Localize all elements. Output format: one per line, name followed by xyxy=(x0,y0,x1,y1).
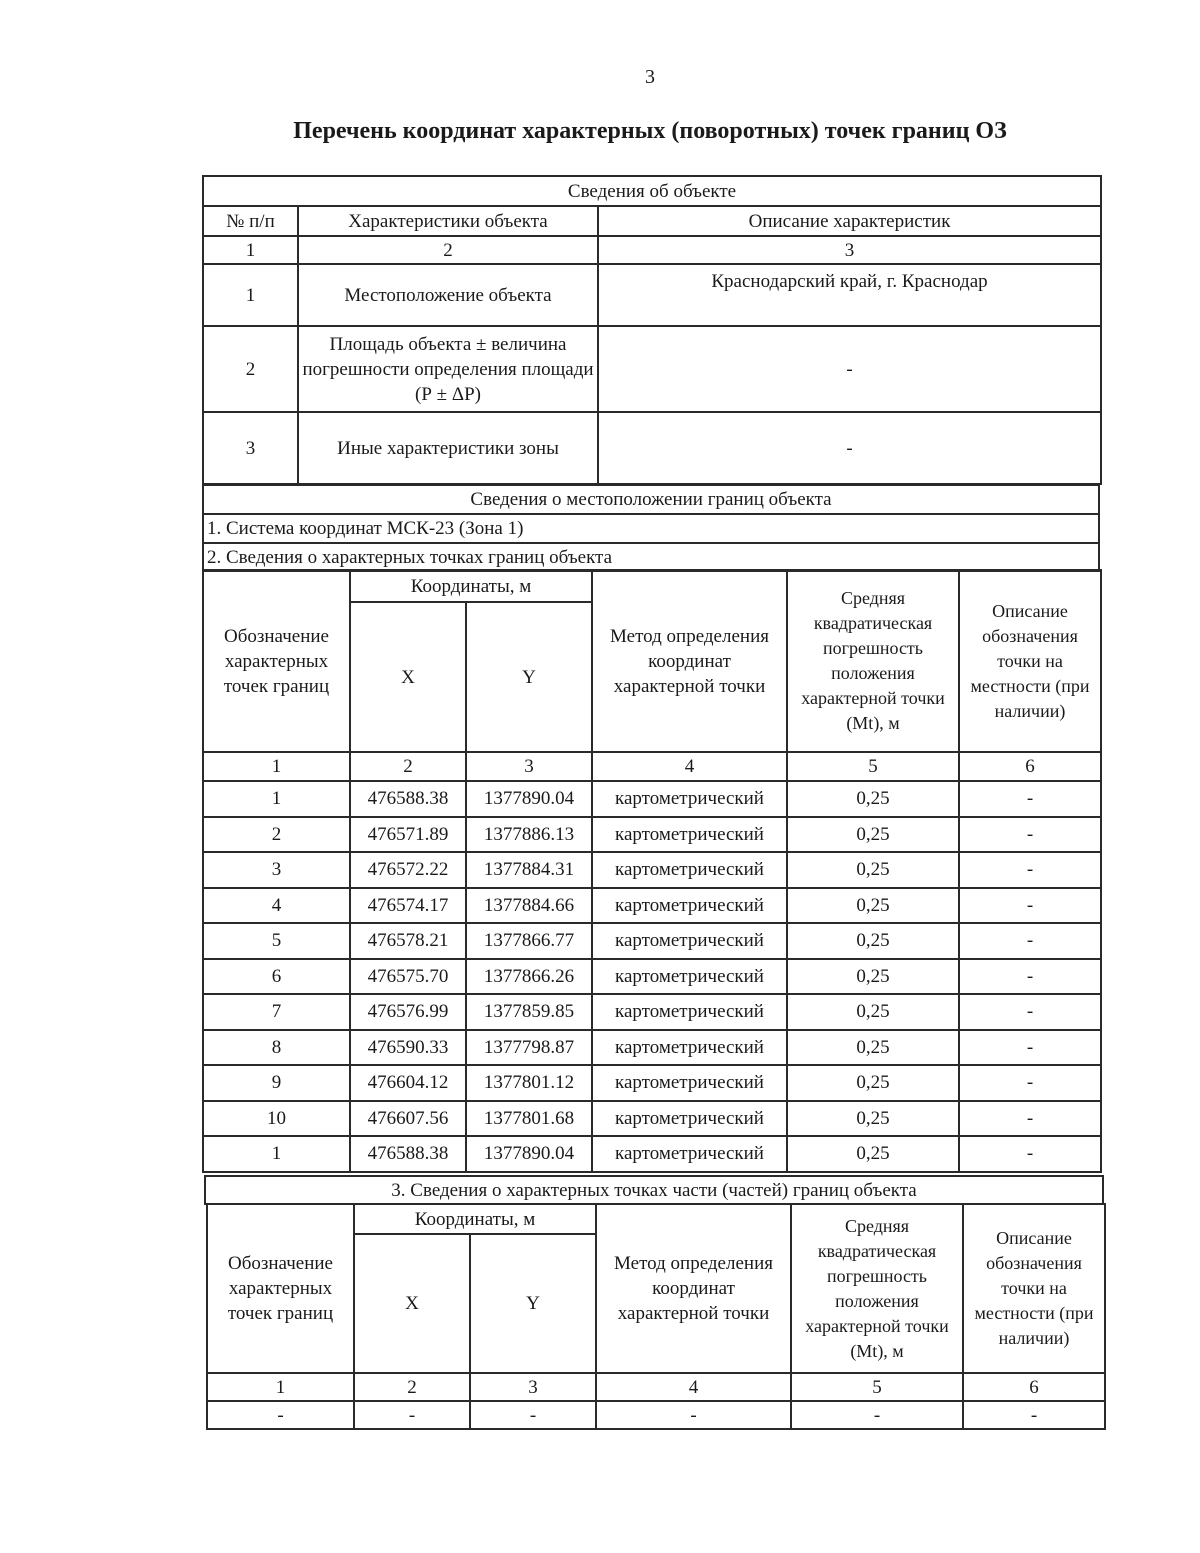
col-coords: Координаты, м xyxy=(354,1204,596,1234)
col-error: Средняя квадратическая погрешность положения характерной точки (Mt), м xyxy=(791,1204,963,1373)
row-name: Площадь объекта ± величина погрешности определения площади (Р ± ΔР) xyxy=(298,326,598,412)
col-method: Метод определения координат характерной точки xyxy=(592,570,787,752)
table-row xyxy=(203,412,1101,484)
coord-y: - xyxy=(470,1401,596,1429)
col-designation: Обозначение характерных точек границ xyxy=(203,570,350,752)
row-name: Местоположение объекта xyxy=(298,264,598,326)
col-number: 4 xyxy=(596,1373,791,1401)
table-row xyxy=(207,1401,1105,1429)
col-y: Y xyxy=(466,602,592,752)
method: картометрический xyxy=(592,1065,787,1101)
description: - xyxy=(959,852,1101,888)
error: 0,25 xyxy=(787,923,959,959)
location-header: Сведения о местоположении границ объекта xyxy=(203,485,1099,514)
error: 0,25 xyxy=(787,994,959,1030)
col-number: 3 xyxy=(470,1373,596,1401)
col-number: 2 xyxy=(350,752,466,781)
error: 0,25 xyxy=(787,852,959,888)
col-number: 5 xyxy=(787,752,959,781)
coord-x: 476578.21 xyxy=(350,923,466,959)
description: - xyxy=(959,1101,1101,1137)
description: - xyxy=(959,923,1101,959)
parts-header: 3. Сведения о характерных точках части (частей) границ объекта xyxy=(205,1176,1103,1204)
method: картометрический xyxy=(592,852,787,888)
table-row xyxy=(203,959,1101,995)
coord-x: 476588.38 xyxy=(350,781,466,817)
description: - xyxy=(959,781,1101,817)
method: картометрический xyxy=(592,888,787,924)
error: 0,25 xyxy=(787,1101,959,1137)
point-id: 9 xyxy=(203,1065,350,1101)
table-row xyxy=(203,1030,1101,1066)
table-row xyxy=(203,923,1101,959)
point-id: 1 xyxy=(203,781,350,817)
col-error: Средняя квадратическая погрешность положения характерной точки (Mt), м xyxy=(787,570,959,752)
row-value: - xyxy=(598,412,1101,484)
description: - xyxy=(959,817,1101,853)
object-info-header: Сведения об объекте xyxy=(203,176,1101,206)
table-row xyxy=(203,264,1101,326)
method: картометрический xyxy=(592,923,787,959)
row-number: 2 xyxy=(203,326,298,412)
row-value: - xyxy=(598,326,1101,412)
col-number: 1 xyxy=(203,752,350,781)
col-number: 1 xyxy=(203,236,298,264)
parts-header-table xyxy=(204,1175,1104,1205)
method: картометрический xyxy=(592,1030,787,1066)
point-id: 5 xyxy=(203,923,350,959)
error: - xyxy=(791,1401,963,1429)
table-row xyxy=(203,1136,1101,1172)
object-info-table xyxy=(202,175,1102,485)
points-header: 2. Сведения о характерных точках границ объекта xyxy=(203,543,1099,571)
coord-y: 1377886.13 xyxy=(466,817,592,853)
row-value: Краснодарский край, г. Краснодар xyxy=(598,264,1101,326)
col-number: 3 xyxy=(598,236,1101,264)
col-header-characteristics: Характеристики объекта xyxy=(298,206,598,236)
coord-y: 1377866.77 xyxy=(466,923,592,959)
error: 0,25 xyxy=(787,959,959,995)
page-number: 3 xyxy=(645,66,655,88)
coord-x: 476590.33 xyxy=(350,1030,466,1066)
method: картометрический xyxy=(592,817,787,853)
point-id: 8 xyxy=(203,1030,350,1066)
col-coords: Координаты, м xyxy=(350,570,592,602)
coord-y: 1377890.04 xyxy=(466,781,592,817)
col-method: Метод определения координат характерной точки xyxy=(596,1204,791,1373)
col-designation: Обозначение характерных точек границ xyxy=(207,1204,354,1373)
error: 0,25 xyxy=(787,817,959,853)
coord-x: 476604.12 xyxy=(350,1065,466,1101)
coord-y: 1377890.04 xyxy=(466,1136,592,1172)
method: картометрический xyxy=(592,1101,787,1137)
point-id: - xyxy=(207,1401,354,1429)
points-table xyxy=(202,569,1102,1173)
row-number: 3 xyxy=(203,412,298,484)
col-header-description: Описание характеристик xyxy=(598,206,1101,236)
coord-x: - xyxy=(354,1401,470,1429)
row-number: 1 xyxy=(203,264,298,326)
table-row xyxy=(203,326,1101,412)
table-row xyxy=(203,817,1101,853)
method: картометрический xyxy=(592,781,787,817)
row-name: Иные характеристики зоны xyxy=(298,412,598,484)
method: картометрический xyxy=(592,994,787,1030)
col-number: 2 xyxy=(354,1373,470,1401)
error: 0,25 xyxy=(787,1030,959,1066)
coord-x: 476575.70 xyxy=(350,959,466,995)
col-number: 4 xyxy=(592,752,787,781)
col-header-number: № п/п xyxy=(203,206,298,236)
coord-y: 1377798.87 xyxy=(466,1030,592,1066)
coord-x: 476574.17 xyxy=(350,888,466,924)
error: 0,25 xyxy=(787,1136,959,1172)
point-id: 6 xyxy=(203,959,350,995)
coord-x: 476588.38 xyxy=(350,1136,466,1172)
coord-x: 476572.22 xyxy=(350,852,466,888)
table-row xyxy=(203,1065,1101,1101)
coord-x: 476607.56 xyxy=(350,1101,466,1137)
table-row xyxy=(203,994,1101,1030)
col-number: 6 xyxy=(959,752,1101,781)
coord-y: 1377884.31 xyxy=(466,852,592,888)
coord-y: 1377801.68 xyxy=(466,1101,592,1137)
error: 0,25 xyxy=(787,781,959,817)
coord-y: 1377859.85 xyxy=(466,994,592,1030)
table-row xyxy=(203,888,1101,924)
error: 0,25 xyxy=(787,888,959,924)
col-x: X xyxy=(350,602,466,752)
table-row xyxy=(203,781,1101,817)
point-id: 1 xyxy=(203,1136,350,1172)
coord-x: 476571.89 xyxy=(350,817,466,853)
col-x: X xyxy=(354,1234,470,1373)
col-number: 2 xyxy=(298,236,598,264)
point-id: 3 xyxy=(203,852,350,888)
point-id: 10 xyxy=(203,1101,350,1137)
method: картометрический xyxy=(592,959,787,995)
description: - xyxy=(959,888,1101,924)
document-title: Перечень координат характерных (поворотных) точек границ ОЗ xyxy=(293,118,1007,144)
description: - xyxy=(959,1030,1101,1066)
error: 0,25 xyxy=(787,1065,959,1101)
method: - xyxy=(596,1401,791,1429)
description: - xyxy=(959,1065,1101,1101)
point-id: 4 xyxy=(203,888,350,924)
table-row xyxy=(203,852,1101,888)
col-number: 3 xyxy=(466,752,592,781)
col-y: Y xyxy=(470,1234,596,1373)
description: - xyxy=(963,1401,1105,1429)
coord-y: 1377884.66 xyxy=(466,888,592,924)
col-number: 5 xyxy=(791,1373,963,1401)
parts-table xyxy=(206,1203,1106,1430)
col-number: 6 xyxy=(963,1373,1105,1401)
coord-y: 1377866.26 xyxy=(466,959,592,995)
description: - xyxy=(959,994,1101,1030)
col-number: 1 xyxy=(207,1373,354,1401)
point-id: 7 xyxy=(203,994,350,1030)
table-row xyxy=(203,1101,1101,1137)
description: - xyxy=(959,959,1101,995)
coord-y: 1377801.12 xyxy=(466,1065,592,1101)
location-table xyxy=(202,484,1100,572)
point-id: 2 xyxy=(203,817,350,853)
coord-system: 1. Система координат МСК-23 (Зона 1) xyxy=(203,514,1099,543)
method: картометрический xyxy=(592,1136,787,1172)
col-desc: Описание обозначения точки на местности (при наличии) xyxy=(959,570,1101,752)
description: - xyxy=(959,1136,1101,1172)
coord-x: 476576.99 xyxy=(350,994,466,1030)
col-desc: Описание обозначения точки на местности (при наличии) xyxy=(963,1204,1105,1373)
